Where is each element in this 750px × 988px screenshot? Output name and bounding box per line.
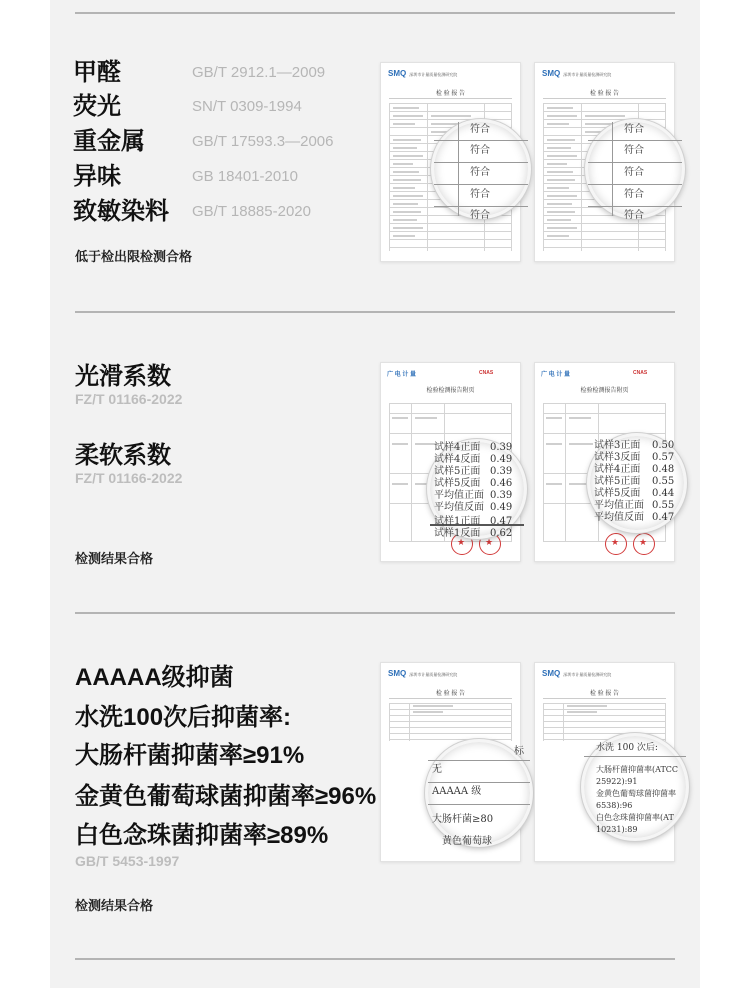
report-image-left: 广 电 计 量 CNAS 检验检测报告附页 ★ ★ 试样4正面 0.39 试样4反面 0.49 试样5正面 0.39 试样5反面 0.46 平均值正面 0.39 平均值反面 0.49 试样1正面 0.47 试样1反面 0.62 <box>380 362 521 562</box>
magnifier-callout: 符合 符合 符合 符合 符合 <box>431 119 531 219</box>
test-standard: GB/T 2912.1—2009 <box>192 64 326 81</box>
report-title: 检验检测报告附页 <box>426 388 475 394</box>
divider-1 <box>75 311 675 313</box>
test-standard: FZ/T 01166-2022 <box>75 470 183 486</box>
test-standard: GB/T 5453-1997 <box>75 853 180 869</box>
result-note: 低于检出限检测合格 <box>75 249 193 264</box>
report-logo: SMQ 深圳市计量质量检测研究院 <box>542 669 612 678</box>
divider-top <box>75 12 675 14</box>
magnifier-callout: 试样3正面 0.50 试样3反面 0.57 试样4正面 0.48 试样5正面 0.55 试样5反面 0.44 平均值正面 0.55 平均值反面 0.47 <box>587 433 687 533</box>
magnifier-callout: 标 无 AAAAA 级 大肠杆菌≥80 黄色葡萄球 <box>425 739 533 847</box>
antibacterial-wash-note: 水洗100次后抑菌率: <box>75 704 292 731</box>
report-image-right <box>534 62 675 262</box>
test-item-formaldehyde: 甲醛 <box>73 59 121 86</box>
magnifier-callout: 符合 符合 符合 符合 符合 <box>585 119 685 219</box>
magnifier-callout: 水洗 100 次后: 大肠杆菌抑菌率(ATCC 25922):91 金黄色葡萄球菌抑菌率 6538):96 白色念珠菌抑菌率(AT 10231):89 <box>581 733 689 841</box>
report-logo: 广 电 计 量 <box>387 372 417 378</box>
report-title: 检 验 报 告 <box>589 691 619 697</box>
test-standard: GB/T 18885-2020 <box>192 203 311 220</box>
report-title: 检 验 报 告 <box>435 691 465 697</box>
report-title: 检 验 报 告 <box>435 91 465 97</box>
test-item-allergenic-dyes: 致敏染料 <box>73 198 169 225</box>
test-standard: FZ/T 01166-2022 <box>75 391 183 407</box>
report-title: 检 验 报 告 <box>589 91 619 97</box>
antibacterial-grade: AAAAA级抑菌 <box>75 664 234 691</box>
test-standard: GB/T 17593.3—2006 <box>192 133 334 150</box>
test-standard: GB 18401-2010 <box>192 168 298 185</box>
divider-2 <box>75 612 675 614</box>
magnifier-callout: 试样4正面 0.39 试样4反面 0.49 试样5正面 0.39 试样5反面 0.46 平均值正面 0.39 平均值反面 0.49 试样1正面 0.47 试样1反面 0.62 <box>427 439 527 539</box>
test-item-softness: 柔软系数 <box>75 442 171 469</box>
report-image-left <box>380 62 521 262</box>
test-item-odor: 异味 <box>73 163 121 190</box>
report-image-left <box>380 662 524 862</box>
antibacterial-candida: 白色念珠菌抑菌率≥89% <box>75 822 329 849</box>
test-item-heavy-metals: 重金属 <box>73 128 145 155</box>
report-image-right <box>534 662 679 862</box>
report-logo: SMQ 深圳市计量质量检测研究院 <box>542 69 612 78</box>
antibacterial-staph: 金黄色葡萄球菌抑菌率≥96% <box>75 783 377 810</box>
test-item-smoothness: 光滑系数 <box>75 363 171 390</box>
report-logo: SMQ 深圳市计量质量检测研究院 <box>388 669 458 678</box>
report-logo: SMQ 深圳市计量质量检测研究院 <box>388 69 458 78</box>
result-note: 检测结果合格 <box>75 551 154 566</box>
test-item-fluorescence: 荧光 <box>73 93 121 120</box>
report-title: 检验检测报告附页 <box>580 388 629 394</box>
report-image-right: 广 电 计 量 CNAS 检验检测报告附页 ★ ★ 试样3正面 0.50 试样3反面 0.57 试样4正面 0.48 试样5正面 0.55 试样5反面 0.44 平均值正面 0.55 平均值反面 0.47 <box>534 362 675 562</box>
report-logo: 广 电 计 量 <box>541 372 571 378</box>
test-standard: SN/T 0309-1994 <box>192 98 302 115</box>
antibacterial-ecoli: 大肠杆菌抑菌率≥91% <box>75 742 305 769</box>
result-note: 检测结果合格 <box>75 898 154 913</box>
divider-bottom <box>75 958 675 960</box>
